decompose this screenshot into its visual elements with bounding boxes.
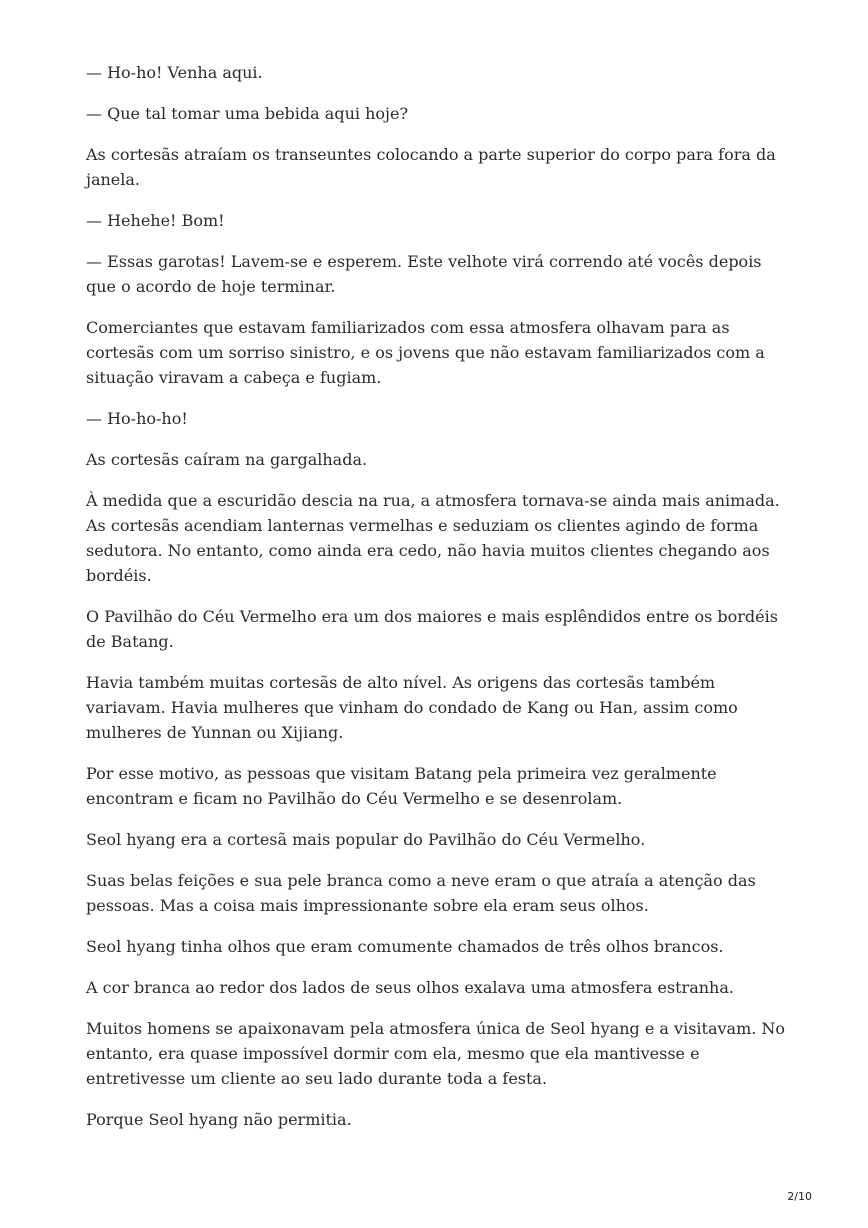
- paragraph: Seol hyang era a cortesã mais popular do Pavilhão do Céu Vermelho.: [86, 830, 646, 849]
- paragraph: Comerciantes que estavam familiarizados com essa atmosfera olhavam para as cortesãs com um sorriso sinistro, e os jovens que não estavam familiarizados com a situação viravam a cabeça e fugiam.: [86, 318, 765, 387]
- paragraph: Seol hyang tinha olhos que eram comumente chamados de três olhos brancos.: [86, 937, 724, 956]
- document-body: [86, 60, 786, 1148]
- paragraph: Muitos homens se apaixonavam pela atmosfera única de Seol hyang e a visitavam. No entanto, era quase impossível dormir com ela, mesmo que ela mantivesse e entretivesse um cliente ao seu lado durante toda a festa.: [86, 1019, 786, 1088]
- page-number: 2/10: [787, 1190, 812, 1203]
- paragraph: Porque Seol hyang não permitia.: [86, 1110, 352, 1129]
- paragraph: As cortesãs atraíam os transeuntes colocando a parte superior do corpo para fora da janela.: [86, 145, 776, 189]
- paragraph: A cor branca ao redor dos lados de seus olhos exalava uma atmosfera estranha.: [86, 978, 734, 997]
- paragraph: À medida que a escuridão descia na rua, a atmosfera tornava-se ainda mais animada. As cortesãs acendiam lanternas vermelhas e seduziam os clientes agindo de forma sedutora. No entanto, como ainda era cedo, não havia muitos clientes chegando aos bordéis.: [86, 491, 780, 585]
- paragraph: As cortesãs caíram na gargalhada.: [86, 450, 368, 469]
- paragraph: O Pavilhão do Céu Vermelho era um dos maiores e mais esplêndidos entre os bordéis de Batang.: [86, 607, 778, 651]
- paragraph: — Ho-ho-ho!: [86, 409, 188, 428]
- paragraph: — Ho-ho! Venha aqui.: [86, 63, 263, 82]
- paragraph: Suas belas feições e sua pele branca como a neve eram o que atraía a atenção das pessoas. Mas a coisa mais impressionante sobre ela eram seus olhos.: [86, 871, 756, 915]
- paragraph: — Essas garotas! Lavem-se e esperem. Este velhote virá correndo até vocês depois que o acordo de hoje terminar.: [86, 252, 762, 296]
- paragraph: Por esse motivo, as pessoas que visitam Batang pela primeira vez geralmente encontram e ficam no Pavilhão do Céu Vermelho e se desenrolam.: [86, 764, 717, 808]
- paragraph: Havia também muitas cortesãs de alto nível. As origens das cortesãs também variavam. Havia mulheres que vinham do condado de Kang ou Han, assim como mulheres de Yunnan ou Xijiang.: [86, 673, 738, 742]
- paragraph: — Que tal tomar uma bebida aqui hoje?: [86, 104, 409, 123]
- paragraph: — Hehehe! Bom!: [86, 211, 225, 230]
